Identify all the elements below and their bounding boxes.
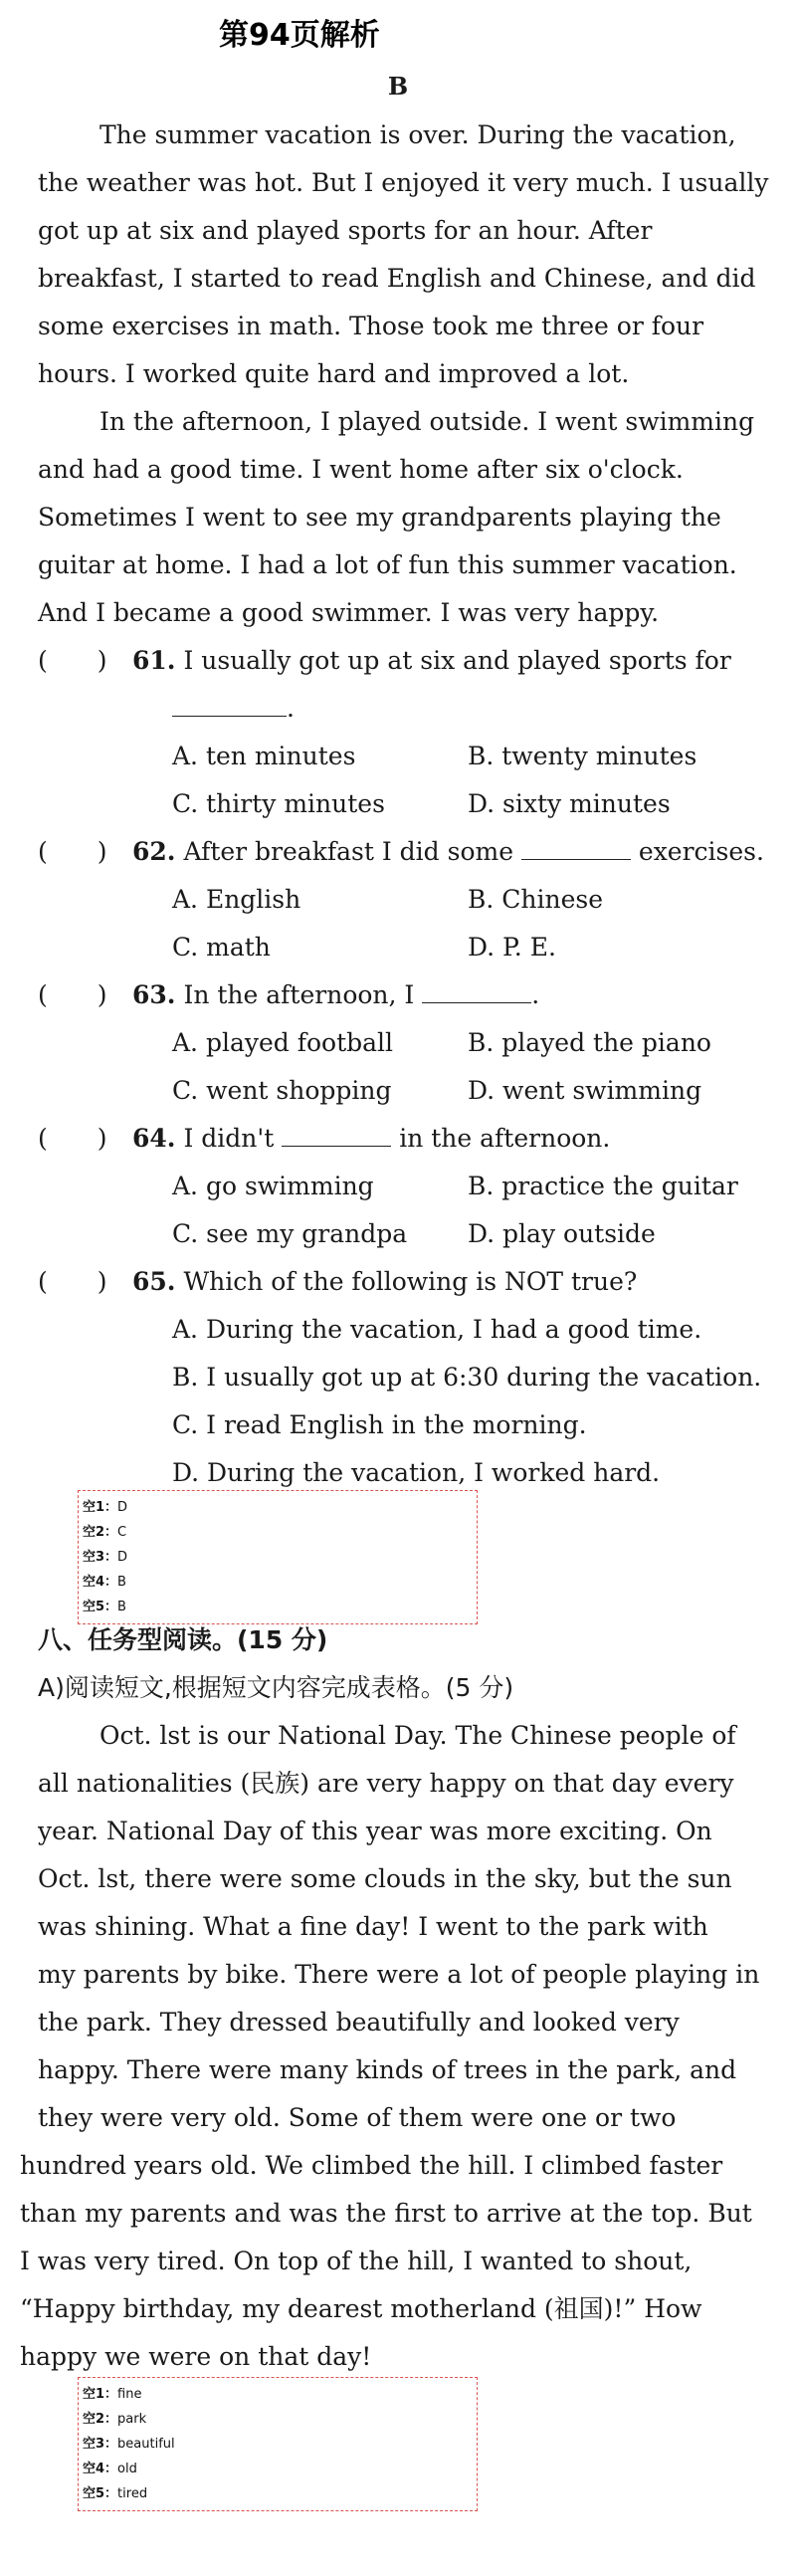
answer-label: 空2： — [83, 1525, 118, 1540]
answer-label: 空3： — [83, 1550, 118, 1565]
passage-line: hundred years old. We climbed the hill. I climbed faster — [20, 2151, 723, 2180]
passage-line: was shining. What a fine day! I went to the park with — [38, 1912, 708, 1941]
option-a: A. ten minutes — [172, 742, 356, 770]
question-stem-end: exercises. — [638, 837, 764, 866]
question-number: 61. — [132, 646, 176, 675]
question-number: 65. — [132, 1267, 176, 1296]
answer-paren: ( ) — [38, 837, 107, 866]
question-stem-end: . — [531, 980, 540, 1009]
section-heading: 八、任务型阅读。(15 分) — [38, 1625, 328, 1654]
answer-row — [83, 1570, 477, 1595]
answer-blank — [172, 694, 287, 717]
question-65 — [38, 1258, 774, 1306]
option-c: C. math — [172, 933, 271, 962]
question-stem: In the afternoon, I — [183, 980, 415, 1009]
question-62 — [38, 828, 774, 876]
option-d: D. During the vacation, I worked hard. — [172, 1458, 661, 1487]
question-61-blank-line: . — [172, 685, 796, 733]
passage-a — [38, 1712, 766, 2142]
question-number: 64. — [132, 1124, 176, 1153]
passage-line: happy. There were many kinds of trees in the park, and — [38, 2055, 737, 2084]
answer-value: park — [117, 2412, 147, 2427]
passage-line: the park. They dressed beautifully and looked very — [38, 2008, 680, 2037]
passage-line: my parents by bike. There were a lot of people playing in — [38, 1960, 760, 1989]
passage-line: The summer vacation is over. During the vacation, — [100, 120, 736, 149]
passage-line: And I became a good swimmer. I was very happy. — [38, 598, 660, 627]
answer-value: B — [117, 1600, 126, 1614]
option-d: D. play outside — [468, 1219, 656, 1248]
answer-label: 空1： — [83, 2387, 118, 2402]
answer-row — [83, 1545, 477, 1570]
answer-paren: ( ) — [38, 980, 107, 1009]
passage-line: Sometimes I went to see my grandparents playing the — [38, 503, 721, 532]
answer-label: 空4： — [83, 2462, 118, 2476]
section-letter: B — [387, 72, 409, 101]
option-d: D. P. E. — [468, 933, 556, 962]
question-stem: I usually got up at six and played sports for — [183, 646, 731, 675]
passage-line: Oct. lst is our National Day. The Chinese people of — [100, 1721, 736, 1750]
passage-line: “Happy birthday, my dearest motherland (祖国)!” How — [20, 2294, 702, 2323]
passage-line: guitar at home. I had a lot of fun this summer vacation. — [38, 550, 737, 579]
option-c: C. see my grandpa — [172, 1219, 408, 1248]
question-61 — [38, 637, 774, 685]
passage-line: In the afternoon, I played outside. I went swimming — [100, 407, 755, 436]
passage-line: they were very old. Some of them were one or two — [38, 2103, 677, 2132]
answer-value: old — [117, 2462, 137, 2476]
option-a: A. English — [172, 885, 301, 914]
answer-blank — [521, 837, 631, 860]
passage-line: some exercises in math. Those took me three or four — [38, 312, 704, 340]
answer-label: 空4： — [83, 1575, 118, 1590]
option-a: A. go swimming — [172, 1172, 374, 1200]
option-b: B. Chinese — [468, 885, 604, 914]
option-d: D. went swimming — [468, 1076, 702, 1105]
answer-value: C — [117, 1525, 127, 1540]
passage-line: happy we were on that day! — [20, 2342, 372, 2371]
question-stem-end: in the afternoon. — [399, 1124, 611, 1153]
option-c: C. I read English in the morning. — [172, 1410, 587, 1439]
option-c: C. thirty minutes — [172, 789, 385, 818]
answer-label: 空1： — [83, 1500, 118, 1515]
option-b: B. played the piano — [468, 1028, 711, 1057]
answer-box-section-b — [78, 1490, 478, 1624]
answer-value: B — [117, 1575, 126, 1590]
answer-label: 空2： — [83, 2412, 118, 2427]
answer-value: tired — [117, 2486, 148, 2501]
answer-value: D — [117, 1550, 128, 1565]
option-c: C. went shopping — [172, 1076, 392, 1105]
option-b: B. I usually got up at 6:30 during the vacation. — [172, 1363, 762, 1392]
option-a: A. During the vacation, I had a good time. — [172, 1315, 702, 1344]
section-subheading: A)阅读短文,根据短文内容完成表格。(5 分) — [38, 1673, 514, 1702]
answer-blank — [422, 980, 531, 1003]
option-a: A. played football — [172, 1028, 394, 1057]
passage-line: breakfast, I started to read English and Chinese, and did — [38, 264, 756, 293]
answer-row — [83, 2481, 477, 2506]
question-number: 63. — [132, 980, 176, 1009]
answer-row — [83, 2407, 477, 2432]
answer-row — [83, 1520, 477, 1545]
answer-row — [83, 2457, 477, 2481]
question-64 — [38, 1115, 774, 1163]
passage-b-paragraph-2 — [38, 398, 766, 637]
answer-row — [83, 1495, 477, 1520]
passage-a-continued — [20, 2142, 768, 2381]
answer-label: 空5： — [83, 1600, 118, 1614]
answer-blank — [282, 1124, 391, 1147]
answer-row — [83, 2432, 477, 2457]
passage-line: all nationalities (民族) are very happy on that day every — [38, 1769, 734, 1798]
answer-label: 空5： — [83, 2486, 118, 2501]
answer-value: D — [117, 1500, 128, 1515]
passage-line: and had a good time. I went home after six o'clock. — [38, 455, 684, 484]
passage-line: I was very tired. On top of the hill, I wanted to shout, — [20, 2247, 693, 2275]
passage-line: than my parents and was the first to arrive at the top. But — [20, 2199, 752, 2228]
answer-paren: ( ) — [38, 1124, 107, 1153]
answer-box-section-8a — [78, 2377, 478, 2511]
page-title: 第94页解析 — [219, 18, 380, 53]
answer-row — [83, 2382, 477, 2407]
passage-line: hours. I worked quite hard and improved a lot. — [38, 359, 630, 388]
answer-value: fine — [117, 2387, 142, 2402]
answer-value: beautiful — [117, 2437, 175, 2452]
question-63 — [38, 971, 774, 1019]
answer-label: 空3： — [83, 2437, 118, 2452]
question-stem: Which of the following is NOT true? — [183, 1267, 638, 1296]
passage-b-paragraph-1 — [38, 111, 769, 398]
question-stem: I didn't — [183, 1124, 275, 1153]
question-stem: After breakfast I did some — [183, 837, 513, 866]
passage-line: year. National Day of this year was more exciting. On — [38, 1817, 712, 1845]
option-d: D. sixty minutes — [468, 789, 671, 818]
question-number: 62. — [132, 837, 176, 866]
passage-line: Oct. lst, there were some clouds in the sky, but the sun — [38, 1864, 732, 1893]
answer-paren: ( ) — [38, 1267, 107, 1296]
passage-line: the weather was hot. But I enjoyed it very much. I usually — [38, 168, 769, 197]
answer-paren: ( ) — [38, 646, 107, 675]
option-b: B. practice the guitar — [468, 1172, 738, 1200]
passage-line: got up at six and played sports for an hour. After — [38, 216, 653, 245]
option-b: B. twenty minutes — [468, 742, 697, 770]
